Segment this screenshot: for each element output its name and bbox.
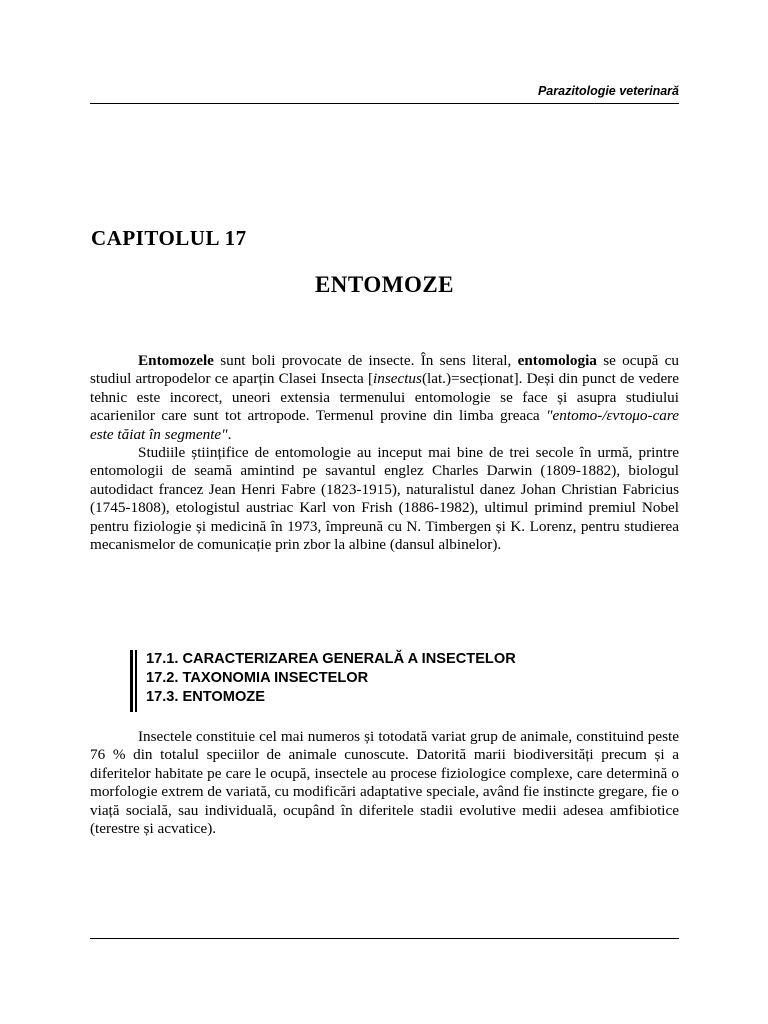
section-paragraph: Insectele constituie cel mai numeros și totodată variat grup de animale, constituind peste 76 % din totalul speciilor de animale cunoscute. Datorită marii biodiversități precum și a diferitelor habitate pe care le ocupă, insectele au procese fiziologice complexe, care determină o morfologie extrem de variată, cu modificări adaptative speciale, având fie instincte gregare, fie o viață socială, sau individuală, ocupând în diferitele stadii evolutive medii adesea amfibiotice (terestre și acvatice). <box>90 728 679 838</box>
running-header: Parazitologie veterinară <box>537 84 679 98</box>
intro-paragraph-1 <box>90 352 679 444</box>
greek-etymology: "entomo-/εντομο-care este tăiat în segmente" <box>90 407 679 443</box>
term-entomozele: Entomozele <box>138 352 214 369</box>
latin-term: insectus <box>373 370 422 388</box>
intro-text-c: (lat.)=secționat]. Deși din punct de vedere tehnic este incorect, uneori extensia termenului entomologie se face și asupra studiului acarienilor care sunt tot artropode. Termenul provine din limba greaca <box>90 370 679 425</box>
header-rule <box>90 103 679 104</box>
outline-bar <box>130 650 133 712</box>
outline-item-17-2: 17.2. TAXONOMIA INSECTELOR <box>146 670 369 686</box>
chapter-label: CAPITOLUL 17 <box>91 226 247 250</box>
chapter-title: ENTOMOZE <box>314 272 455 297</box>
intro-text-end: . <box>227 425 232 443</box>
intro-text-a: sunt boli provocate de insecte. În sens literal, <box>213 352 518 369</box>
outline-item-17-1: 17.1. CARACTERIZAREA GENERALĂ A INSECTELOR <box>146 651 516 667</box>
section-text <box>90 728 679 838</box>
section-outline <box>130 650 516 712</box>
intro-text-b: se ocupă cu studiul artropodelor ce aparțin Clasei Insecta [ <box>90 352 679 388</box>
intro-text <box>90 352 679 554</box>
footer-rule <box>90 938 679 939</box>
outline-item-17-3: 17.3. ENTOMOZE <box>146 689 265 705</box>
outline-bar-thin <box>135 650 137 712</box>
term-entomologia: entomologia <box>517 352 597 369</box>
intro-paragraph-2: Studiile științifice de entomologie au inceput mai bine de trei secole în urmă, printre entomologii de seamă amintind pe savantul englez Charles Darwin (1809-1882), biologul autodidact francez Jean Henri Fabre (1823-1915), naturalistul danez Johan Christian Fabricius (1745-1808), etologistul austriac Karl von Frish (1886-1982), ultimul primind premiul Nobel pentru fiziologie și medicină în 1973, împreună cu N. Timbergen și K. Lorenz, pentru studierea mecanismelor de comunicație prin zbor la albine (dansul albinelor). <box>90 444 679 554</box>
